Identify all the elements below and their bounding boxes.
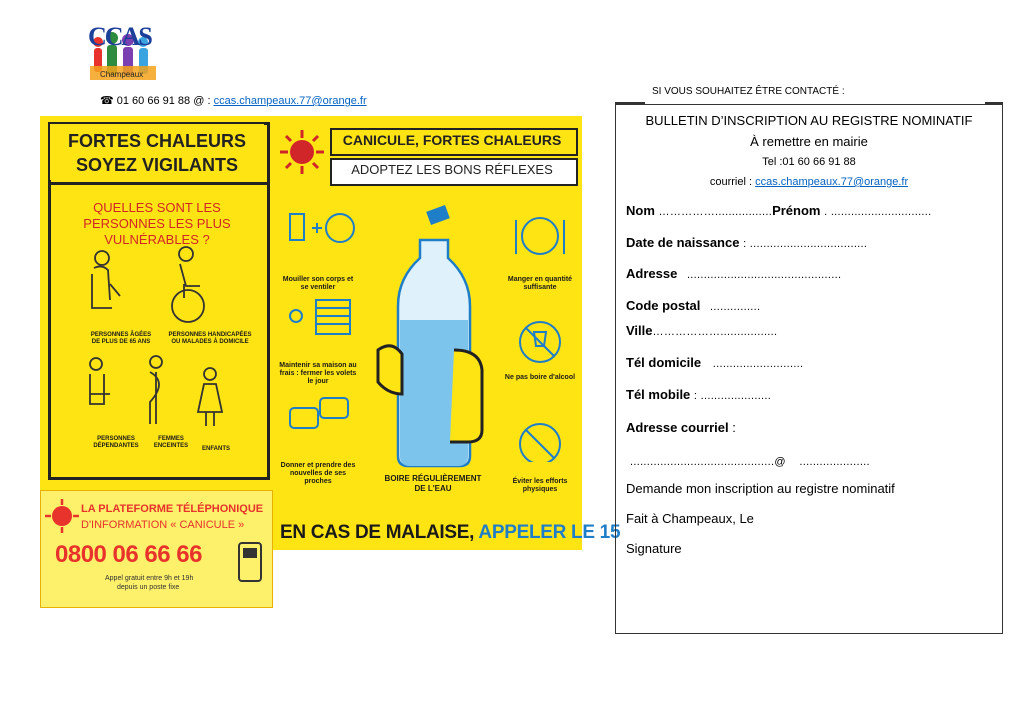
tip-keep-house-cool: Maintenir sa maison au frais : fermer les volets le jour <box>279 362 357 385</box>
person-label-dependent: PERSONNES DÉPENDANTES <box>93 436 139 449</box>
phone-icon: ☎ <box>100 95 114 107</box>
courriel-colon: : <box>732 420 736 435</box>
courriel-field-row[interactable] <box>630 453 870 468</box>
form-email-line <box>616 176 1002 188</box>
tip-no-alcohol: Ne pas boire d'alcool <box>504 374 576 381</box>
right-title-1: CANICULE, FORTES CHALEURS <box>342 132 562 148</box>
courriel-field-domain[interactable]: ..................... <box>799 456 870 468</box>
adresse-field[interactable]: .............................................. <box>686 269 842 281</box>
malaise-banner <box>280 522 620 544</box>
cp-label: Code postal <box>626 298 701 313</box>
form-tel: Tel :01 60 66 91 88 <box>762 156 856 168</box>
registration-form <box>615 104 1003 634</box>
canicule-poster <box>40 116 582 550</box>
tips-right-icons <box>510 212 570 462</box>
naissance-label: Date de naissance <box>626 235 740 250</box>
hotline-note-1: Appel gratuit entre 9h et 19h <box>105 575 194 582</box>
signature-label: Signature <box>626 541 682 556</box>
form-email-link[interactable]: ccas.champeaux.77@orange.fr <box>755 176 909 188</box>
courriel-field-local[interactable]: ...........................................@ <box>630 456 786 468</box>
right-title-2: ADOPTEZ LES BONS RÉFLEXES <box>351 162 553 177</box>
sun-icon <box>280 130 324 174</box>
left-title-2: SOYEZ VIGILANTS <box>75 155 239 175</box>
ville-field[interactable]: ………………................. <box>652 326 778 338</box>
person-label-pregnant: FEMMES ENCEINTES <box>153 436 189 449</box>
tips-left-icons <box>284 208 364 458</box>
nom-label: Nom <box>626 203 655 218</box>
courriel-label: Adresse courriel <box>626 420 729 435</box>
ville-label: Ville <box>626 323 653 338</box>
contact-at: @ : <box>193 95 211 107</box>
logo-text: CCAS <box>88 22 151 51</box>
contact-heading: SI VOUS SOUHAITEZ ÊTRE CONTACTÉ : <box>652 86 845 97</box>
hotline-box <box>40 490 273 608</box>
tip-news-relatives: Donner et prendre des nouvelles de ses proches <box>280 462 356 485</box>
tip-avoid-effort: Éviter les efforts physiques <box>512 478 568 493</box>
tel-mobile-label: Tél mobile <box>626 387 691 402</box>
hotline-sun-icon <box>45 499 79 533</box>
adresse-row[interactable] <box>626 266 841 281</box>
adresse-label: Adresse <box>626 266 678 281</box>
contact-line <box>100 94 367 107</box>
bottle-caption: BOIRE RÉGULIÈREMENT DE L'EAU <box>384 474 482 493</box>
tip-eat-enough: Manger en quantité suffisante <box>507 276 573 291</box>
naissance-row[interactable] <box>626 235 867 250</box>
prenom-label: Prénom <box>772 203 821 218</box>
cp-row[interactable] <box>626 298 760 313</box>
hotline-number: 0800 06 66 66 <box>55 541 202 568</box>
tel-domicile-field[interactable]: ........................... <box>712 358 804 370</box>
ville-row[interactable] <box>626 323 777 338</box>
fait-a-text: Fait à Champeaux, Le <box>626 511 754 526</box>
contact-email-link[interactable]: ccas.champeaux.77@orange.fr <box>213 95 367 107</box>
form-subtitle: À remettre en mairie <box>750 134 868 149</box>
tel-domicile-label: Tél domicile <box>626 355 702 370</box>
cp-field[interactable]: ............... <box>710 301 761 313</box>
hotline-note-2: depuis un poste fixe <box>117 584 180 591</box>
tel-mobile-field[interactable]: : ..................... <box>693 390 772 402</box>
hotline-line-2: D'INFORMATION « CANICULE » <box>81 519 245 531</box>
tel-mobile-row[interactable] <box>626 387 771 402</box>
nom-row[interactable] <box>626 203 932 218</box>
demande-text: Demande mon inscription au registre nominatif <box>626 481 895 496</box>
divider <box>48 182 270 185</box>
hotline-line-1: LA PLATEFORME TÉLÉPHONIQUE <box>81 503 264 515</box>
water-bottle-icon <box>374 200 494 470</box>
naissance-field[interactable]: : ................................... <box>743 238 868 250</box>
vulnerable-question: QUELLES SONT LES PERSONNES LES PLUS VULNÉRABLES ? <box>83 200 231 247</box>
form-title: BULLETIN D’INSCRIPTION AU REGISTRE NOMINATIF <box>645 113 973 128</box>
logo-subtext: Champeaux <box>100 70 144 79</box>
malaise-call-15: APPELER LE 15 <box>478 522 621 543</box>
nom-field[interactable]: ……………................. <box>658 206 773 218</box>
contact-phone: 01 60 66 91 88 <box>116 95 191 107</box>
left-title-1: FORTES CHALEURS <box>67 131 246 151</box>
tip-wet-body: Mouiller son corps et se ventiler <box>282 276 354 291</box>
ccas-logo <box>86 22 160 88</box>
person-label-elderly: PERSONNES ÂGÉES DE PLUS DE 65 ANS <box>90 332 152 345</box>
form-email-label: courriel : <box>709 176 753 188</box>
courriel-row <box>626 420 736 435</box>
prenom-field[interactable]: . .............................. <box>824 206 932 218</box>
malaise-text: EN CAS DE MALAISE, <box>280 522 475 543</box>
person-label-handicap: PERSONNES HANDICAPÉES OU MALADES À DOMICILE <box>168 332 252 345</box>
tel-domicile-row[interactable] <box>626 355 803 370</box>
mobile-phone-icon <box>235 539 265 585</box>
person-label-children: ENFANTS <box>201 446 230 452</box>
